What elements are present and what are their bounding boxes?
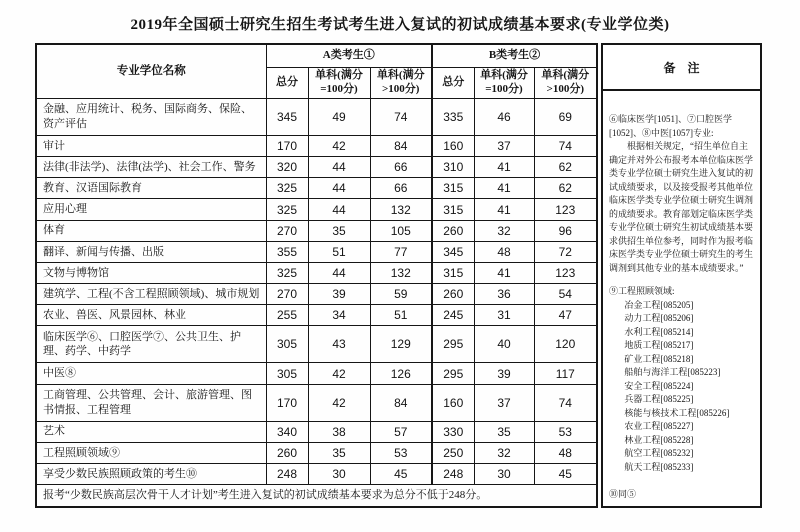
degree-name-cell: 应用心理 — [36, 199, 266, 220]
a-total-cell: 270 — [266, 284, 308, 305]
b-single-100-cell: 30 — [474, 463, 534, 484]
a-total-cell: 325 — [266, 199, 308, 220]
b-total-cell: 160 — [432, 135, 474, 156]
engineering-field-item: 核能与核技术工程[085226] — [624, 407, 730, 418]
b-total-cell: 315 — [432, 262, 474, 283]
page-title: 2019年全国硕士研究生招生考试考生进入复试的初试成绩基本要求(专业学位类) — [130, 17, 670, 33]
a-total-cell: 170 — [266, 135, 308, 156]
b-single-100-cell: 37 — [474, 384, 534, 421]
a-single-100-cell: 39 — [308, 284, 370, 305]
b-total-cell: 160 — [432, 384, 474, 421]
a-total-cell: 260 — [266, 442, 308, 463]
a-total-cell: 305 — [266, 326, 308, 363]
b-single-over100-cell: 45 — [534, 463, 597, 484]
degree-name-cell: 金融、应用统计、税务、国际商务、保险、资产评估 — [36, 99, 266, 136]
degree-name-cell: 临床医学⑥、口腔医学⑦、公共卫生、护理、药学、中药学 — [36, 326, 266, 363]
a-single-over100-cell: 53 — [370, 442, 432, 463]
engineering-field-item: 林业工程[085228] — [624, 434, 694, 445]
engineering-field-item: 兵器工程[085225] — [624, 394, 694, 404]
table-row — [36, 326, 597, 363]
a-single-over100-cell: 84 — [370, 384, 432, 421]
remarks-header: 备 注 — [603, 45, 760, 91]
b-single-over100-cell: 123 — [534, 262, 597, 283]
footnote-row — [36, 485, 597, 507]
table-row — [36, 442, 597, 463]
a-single-100-cell: 44 — [308, 157, 370, 178]
degree-name-cell: 享受少数民族照顾政策的考生⑩ — [36, 463, 266, 484]
b-total-cell: 335 — [432, 99, 474, 136]
table-row — [36, 305, 597, 326]
a-single-100-cell: 35 — [308, 442, 370, 463]
b-total-cell: 248 — [432, 463, 474, 484]
a-single-over100-cell: 45 — [370, 463, 432, 484]
a-single-100-cell: 42 — [308, 384, 370, 421]
degree-name-cell: 体育 — [36, 220, 266, 241]
b-single-over100-cell: 47 — [534, 305, 597, 326]
degree-name-cell: 艺术 — [36, 421, 266, 442]
remarks-panel — [601, 43, 762, 508]
b-single-100-cell: 39 — [474, 363, 534, 384]
a-single-over100-cell: 74 — [370, 99, 432, 136]
degree-name-cell: 翻译、新闻与传播、出版 — [36, 241, 266, 262]
a-total-cell: 325 — [266, 178, 308, 199]
b-single-100-cell: 36 — [474, 284, 534, 305]
table-row — [36, 157, 597, 178]
a-total-cell: 170 — [266, 384, 308, 421]
a-single-100-cell: 42 — [308, 135, 370, 156]
b-total-cell: 295 — [432, 363, 474, 384]
a-single-100-cell: 44 — [308, 262, 370, 283]
a-total-cell: 345 — [266, 99, 308, 136]
table-row — [36, 463, 597, 484]
a-single-over100-cell: 126 — [370, 363, 432, 384]
a-single-100-cell: 35 — [308, 220, 370, 241]
table-row — [36, 421, 597, 442]
a-single-over100-cell: 84 — [370, 135, 432, 156]
b-single-100-cell: 41 — [474, 199, 534, 220]
a-single-100-cell: 49 — [308, 99, 370, 136]
b-total-cell: 345 — [432, 241, 474, 262]
table-row — [36, 99, 597, 136]
b-single-over100-cell: 123 — [534, 199, 597, 220]
b-total-cell: 260 — [432, 284, 474, 305]
b-total-cell: 250 — [432, 442, 474, 463]
table-row — [36, 241, 597, 262]
degree-name-cell: 审计 — [36, 135, 266, 156]
b-single-over100-cell: 53 — [534, 421, 597, 442]
table-body — [36, 99, 597, 485]
a-total-cell: 355 — [266, 241, 308, 262]
b-total-cell: 310 — [432, 157, 474, 178]
engineering-field-item: 水利工程[085214] — [624, 326, 694, 337]
b-single-100-cell: 46 — [474, 99, 534, 136]
engineering-field-item: 地质工程[085217] — [624, 340, 694, 350]
degree-name-cell: 中医⑧ — [36, 363, 266, 384]
a-total-cell: 305 — [266, 363, 308, 384]
b-single-100-cell: 32 — [474, 442, 534, 463]
table-row — [36, 220, 597, 241]
b-single-over100-cell: 72 — [534, 241, 597, 262]
table-row — [36, 199, 597, 220]
header-b-single-100: 单科(满分=100分) — [474, 68, 534, 99]
table-row — [36, 262, 597, 283]
remarks-body — [603, 91, 760, 506]
engineering-field-item: 动力工程[085206] — [624, 313, 694, 323]
engineering-field-item: 航天工程[085233] — [624, 461, 694, 472]
degree-name-cell: 农业、兽医、风景园林、林业 — [36, 305, 266, 326]
a-single-100-cell: 34 — [308, 305, 370, 326]
a-single-100-cell: 38 — [308, 421, 370, 442]
b-single-over100-cell: 96 — [534, 220, 597, 241]
b-single-100-cell: 40 — [474, 326, 534, 363]
b-total-cell: 330 — [432, 421, 474, 442]
a-single-over100-cell: 51 — [370, 305, 432, 326]
header-group-a: A类考生① — [266, 44, 432, 68]
header-a-single-100: 单科(满分=100分) — [308, 68, 370, 99]
b-total-cell: 315 — [432, 199, 474, 220]
b-single-over100-cell: 48 — [534, 442, 597, 463]
degree-name-cell: 建筑学、工程(不含工程照顾领域)、城市规划 — [36, 284, 266, 305]
b-single-100-cell: 35 — [474, 421, 534, 442]
engineering-field-item: 航空工程[085232] — [624, 448, 694, 458]
b-single-over100-cell: 120 — [534, 326, 597, 363]
b-single-100-cell: 41 — [474, 178, 534, 199]
table-row — [36, 135, 597, 156]
b-single-100-cell: 41 — [474, 157, 534, 178]
engineering-field-item: 农业工程[085227] — [624, 421, 694, 431]
b-single-over100-cell: 54 — [534, 284, 597, 305]
a-single-100-cell: 42 — [308, 363, 370, 384]
a-single-over100-cell: 66 — [370, 178, 432, 199]
a-single-over100-cell: 129 — [370, 326, 432, 363]
remarks-medical-heading: ⑥临床医学[1051]、⑦口腔医学[1052]、⑧中医[1057]专业: — [609, 114, 733, 138]
a-single-over100-cell: 57 — [370, 421, 432, 442]
table-foot — [36, 485, 597, 507]
table-row — [36, 284, 597, 305]
a-single-over100-cell: 59 — [370, 284, 432, 305]
b-total-cell: 315 — [432, 178, 474, 199]
header-b-total: 总分 — [432, 68, 474, 99]
a-total-cell: 325 — [266, 262, 308, 283]
a-single-over100-cell: 105 — [370, 220, 432, 241]
b-single-over100-cell: 69 — [534, 99, 597, 136]
a-single-over100-cell: 132 — [370, 262, 432, 283]
remarks-engineering-list — [609, 299, 755, 475]
table-header — [36, 44, 597, 99]
remarks-same-as-note: ⑩同⑤ — [609, 489, 637, 499]
b-single-over100-cell: 62 — [534, 157, 597, 178]
b-single-100-cell: 32 — [474, 220, 534, 241]
b-single-100-cell: 31 — [474, 305, 534, 326]
a-single-100-cell: 44 — [308, 199, 370, 220]
b-single-100-cell: 37 — [474, 135, 534, 156]
score-table — [35, 43, 598, 508]
degree-name-cell: 文物与博物馆 — [36, 262, 266, 283]
b-total-cell: 260 — [432, 220, 474, 241]
header-a-total: 总分 — [266, 68, 308, 99]
remarks-engineering-heading: ⑨工程照顾领域: — [609, 286, 675, 296]
table-layout — [35, 43, 800, 508]
degree-name-cell: 工商管理、公共管理、会计、旅游管理、图书情报、工程管理 — [36, 384, 266, 421]
a-total-cell: 248 — [266, 463, 308, 484]
header-b-single-over100: 单科(满分>100分) — [534, 68, 597, 99]
b-total-cell: 295 — [432, 326, 474, 363]
table-row — [36, 178, 597, 199]
b-single-100-cell: 41 — [474, 262, 534, 283]
b-total-cell: 245 — [432, 305, 474, 326]
header-degree-name: 专业学位名称 — [36, 44, 266, 99]
b-single-100-cell: 48 — [474, 241, 534, 262]
degree-name-cell: 工程照顾领域⑨ — [36, 442, 266, 463]
header-group-row — [36, 44, 597, 68]
engineering-field-item: 船舶与海洋工程[085223] — [624, 367, 721, 377]
a-total-cell: 320 — [266, 157, 308, 178]
engineering-field-item: 安全工程[085224] — [624, 380, 694, 391]
a-single-over100-cell: 77 — [370, 241, 432, 262]
a-single-100-cell: 51 — [308, 241, 370, 262]
a-single-100-cell: 30 — [308, 463, 370, 484]
a-single-100-cell: 44 — [308, 178, 370, 199]
degree-name-cell: 法律(非法学)、法律(法学)、社会工作、警务 — [36, 157, 266, 178]
a-single-over100-cell: 132 — [370, 199, 432, 220]
a-total-cell: 340 — [266, 421, 308, 442]
table-row — [36, 363, 597, 384]
b-single-over100-cell: 74 — [534, 384, 597, 421]
minority-plan-footnote: 报考“少数民族高层次骨干人才计划”考生进入复试的初试成绩基本要求为总分不低于248分。 — [36, 485, 597, 507]
header-group-b: B类考生② — [432, 44, 597, 68]
a-total-cell: 270 — [266, 220, 308, 241]
a-total-cell: 255 — [266, 305, 308, 326]
remarks-medical-text: 根据相关规定，“招生单位自主确定并对外公布报考本单位临床医学类专业学位硕士研究生进入复试的初试成绩要求，以及接受报考其他单位临床医学类专业学位硕士研究生调剂的成绩要求。教育部划定临床医学类专业学位硕士研究生初试成绩基本要求供招生单位参考，同时作为报考临床医学类专业学位硕士研究生的考生调剂到其他专业的基本成绩要求。” — [609, 141, 754, 273]
b-single-over100-cell: 62 — [534, 178, 597, 199]
b-single-over100-cell: 117 — [534, 363, 597, 384]
header-a-single-over100: 单科(满分>100分) — [370, 68, 432, 99]
degree-name-cell: 教育、汉语国际教育 — [36, 178, 266, 199]
a-single-100-cell: 43 — [308, 326, 370, 363]
b-single-over100-cell: 74 — [534, 135, 597, 156]
engineering-field-item: 矿业工程[085218] — [624, 353, 694, 364]
a-single-over100-cell: 66 — [370, 157, 432, 178]
engineering-field-item: 冶金工程[085205] — [624, 299, 694, 310]
table-row — [36, 384, 597, 421]
